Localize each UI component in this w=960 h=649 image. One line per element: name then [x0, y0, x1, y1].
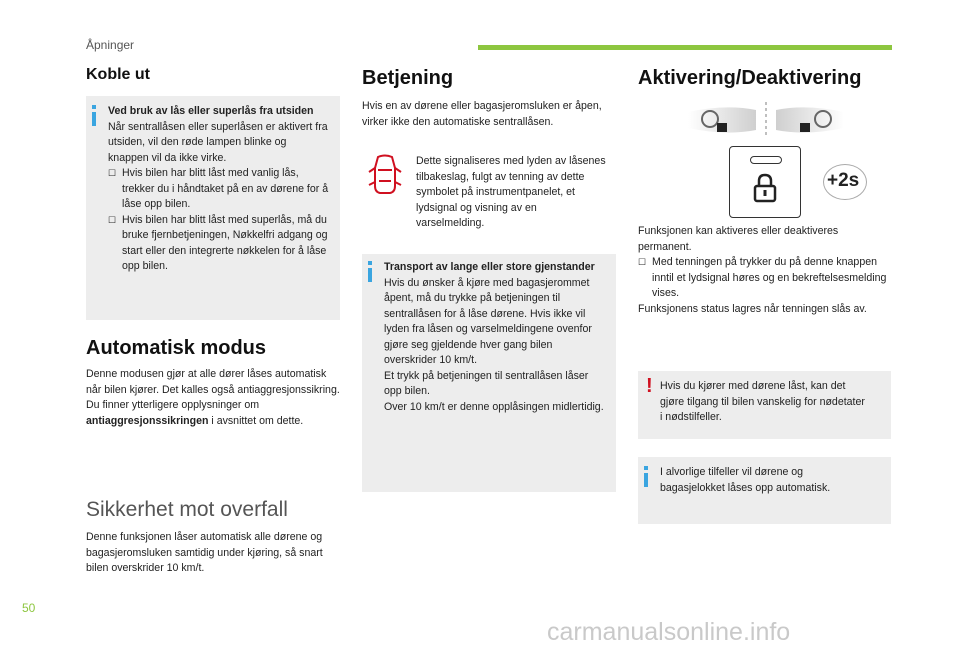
aktivering-text: Funksjonen kan aktiveres eller deaktiveres permanent. ☐ Med tenningen på trykker du på denne knappen inntil et lydsignal høres og en bekreftelsesmelding vises. Funksjonens status lagres når tenningen slås av. — [638, 225, 887, 315]
list-item: ☐ Hvis bilen har blitt låst med superlås, må du bruke fjernbetjeningen, Nøkkelfri adgang og start eller den integrerte nøkkelen for å låse opp bilen. — [108, 213, 330, 275]
automatisk-heading: Automatisk modus — [86, 337, 267, 359]
list-item: ☐ Med tenningen på trykker du på denne knappen inntil et lydsignal høres og en bekreftelsesmelding vises. — [638, 255, 888, 302]
door-open-warning-icon — [368, 154, 402, 201]
antiaggresjon-term: antiaggresjonssikringen — [86, 414, 209, 427]
betjening-heading: Betjening — [362, 67, 454, 89]
signal-text: Dette signaliseres med lyden av låsenes tilbakeslag, fulgt av tenning av dette symbolet på instrumentpanelet, et lydsignal og visning av en varselmelding. — [416, 155, 606, 229]
info-icon — [644, 473, 648, 487]
page-number: 50 — [22, 601, 36, 615]
sikkerhet-text: Denne funksjonen låser automatisk alle dørene og bagasjeromsluken samtidig under kjøring, så snart bilen overskrider 10 km/t. — [86, 531, 323, 574]
checkbox-bullet-icon: ☐ — [108, 214, 117, 225]
section-title: Åpninger — [86, 38, 135, 52]
header-accent-line — [478, 45, 892, 50]
sikkerhet-heading: Sikkerhet mot overfall — [86, 498, 288, 521]
transport-box-title: Transport av lange eller store gjenstander — [384, 261, 595, 273]
padlock-icon — [753, 173, 777, 208]
info-box — [638, 457, 891, 524]
koble-box-text: Når sentrallåsen eller superlåsen er aktivert fra utsiden, vil den røde lampen blinke og knappen vil da ikke virke. — [108, 120, 328, 164]
koble-ut-heading: Koble ut — [86, 66, 150, 83]
info-text: I alvorlige tilfeller vil dørene og bagasjelokket låses opp automatisk. — [660, 466, 831, 494]
central-lock-button[interactable] — [729, 146, 801, 218]
checkbox-bullet-icon: ☐ — [638, 257, 647, 267]
warning-text: Hvis du kjører med dørene låst, kan det gjøre tilgang til bilen vanskelig for nødetater i nødstilfeller. — [660, 380, 865, 423]
transport-info-box: Transport av lange eller store gjenstander Hvis du ønsker å kjøre med bagasjerommet åpent, må du trykke på betjeningen til sentrallåsen for å låse dørene. Hvis ikke vil lyden fra låsen og varselmeldingene ovenfor gjøre seg gjeldende hver gang bilen overskrider 10 km/t. Et trykk på betjeningen til sentrallåsen låser opp bilen. Over 10 km/t er denne opplåsingen midlertidig. — [362, 254, 616, 492]
list-item: ☐ Hvis bilen har blitt låst med vanlig lås, trekker du i håndtaket på en av dørene for å låse opp bilen. — [108, 166, 330, 213]
aktivering-heading: Aktivering/Deaktivering — [638, 67, 862, 89]
koble-info-box — [86, 96, 340, 320]
warning-exclamation-icon: ! — [646, 375, 653, 397]
watermark: carmanualsonline.info — [547, 618, 791, 646]
indicator-lamp — [750, 156, 782, 164]
koble-box-title: Ved bruk av lås eller superlås fra utsiden — [108, 105, 314, 117]
betjening-intro: Hvis en av dørene eller bagasjeromsluken er åpen, virker ikke den automatiske sentrallåsen. — [362, 100, 602, 128]
automatisk-text: Denne modusen gjør at alle dører låses automatisk når bilen kjører. Det kalles også antiaggresjonssikring. Du finner ytterligere opplysninger om antiaggresjonssikringen i avsnittet om dette. — [86, 368, 340, 427]
hold-time-badge — [823, 164, 867, 200]
warning-box — [638, 371, 891, 439]
checkbox-bullet-icon: ☐ — [108, 168, 117, 178]
hold-duration-label: +2s — [827, 170, 860, 191]
info-icon — [92, 112, 96, 126]
dashboard-locations-icon — [686, 102, 846, 143]
info-icon — [368, 268, 372, 282]
